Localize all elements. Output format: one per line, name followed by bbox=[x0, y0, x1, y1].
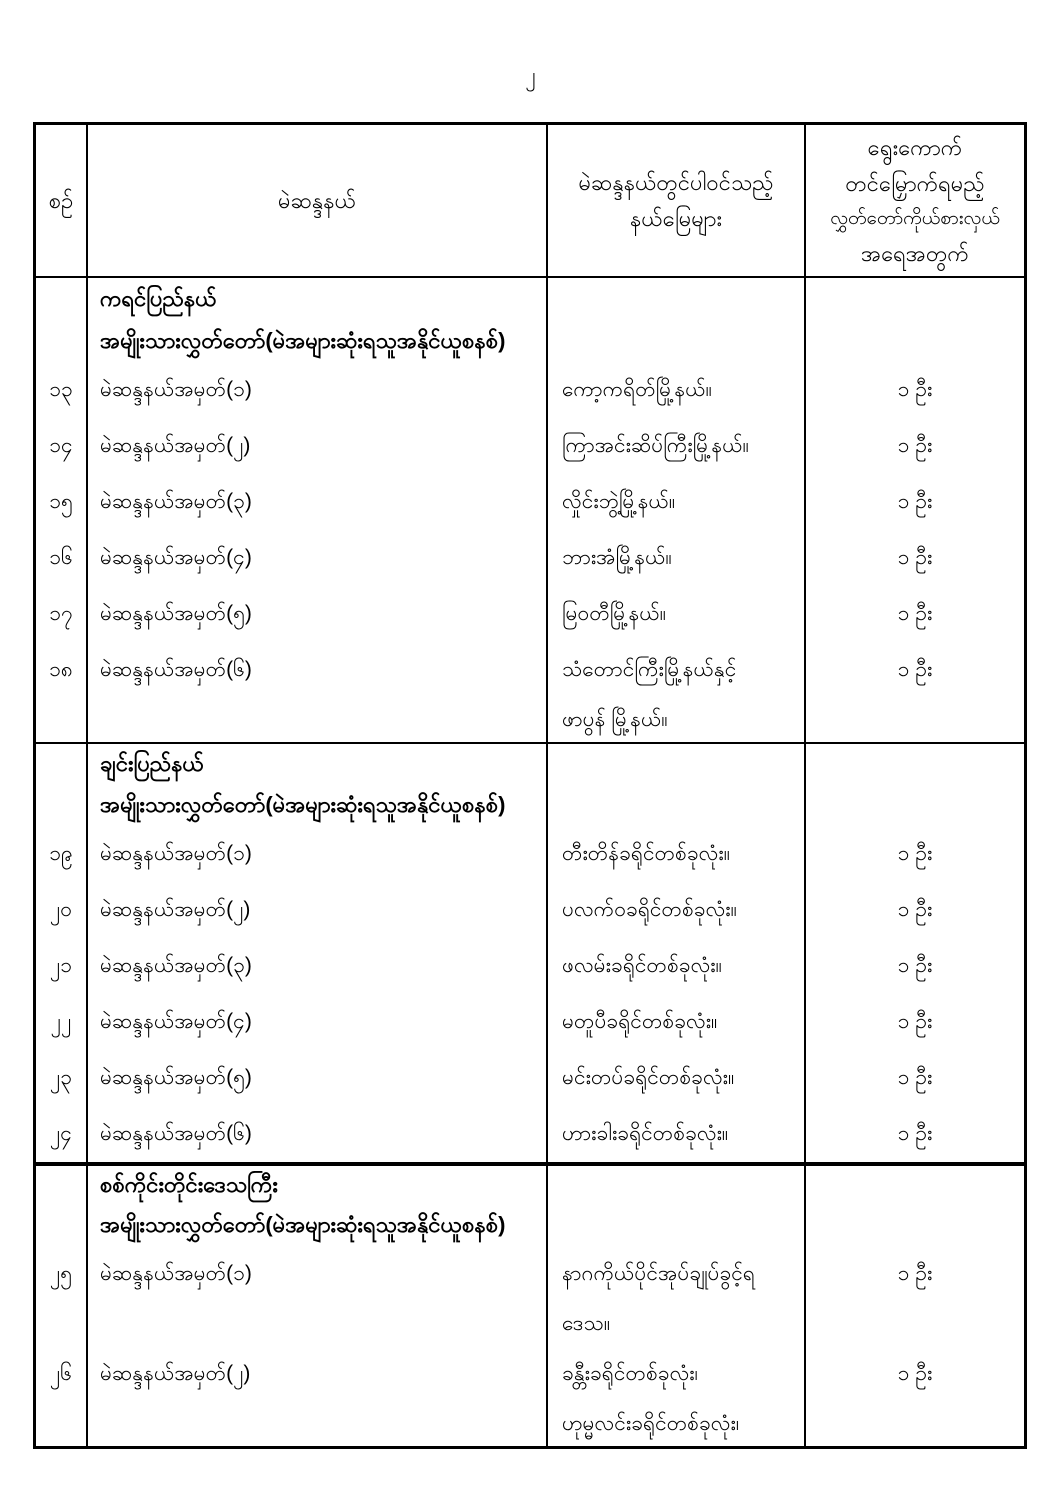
row-spacer-cell bbox=[36, 1302, 88, 1346]
constituency-cell: မဲဆန္ဒနယ်အမှတ်(၆) bbox=[88, 1106, 548, 1162]
header-col-constituency-label: မဲဆန္ဒနယ် bbox=[278, 187, 356, 213]
section-subtitle-spacer bbox=[548, 784, 806, 826]
area-cell: မင်းတပ်ခရိုင်တစ်ခုလုံး။ bbox=[548, 1050, 806, 1106]
row-number-cell: ၂၁ bbox=[36, 938, 88, 994]
row-number-cell: ၂၄ bbox=[36, 1106, 88, 1162]
row-number-cell: ၁၆ bbox=[36, 530, 88, 586]
row-spacer-cell bbox=[88, 1402, 548, 1446]
section-title-spacer bbox=[806, 742, 1024, 784]
section-title-spacer bbox=[806, 278, 1024, 320]
representatives-cell: ၁ ဦး bbox=[897, 897, 933, 921]
section-title: ချင်းပြည်နယ် bbox=[88, 742, 548, 784]
section-subtitle-spacer bbox=[36, 784, 88, 826]
section-title-spacer bbox=[806, 1162, 1024, 1204]
area-cell: ဖလမ်းခရိုင်တစ်ခုလုံး။ bbox=[548, 938, 806, 994]
constituency-cell: မဲဆန္ဒနယ်အမှတ်(၄) bbox=[88, 530, 548, 586]
constituency-cell: မဲဆန္ဒနယ်အမှတ်(၄) bbox=[88, 994, 548, 1050]
area-cell: သံတောင်ကြီးမြို့နယ်နှင့် bbox=[548, 642, 806, 698]
area-cell: ပလက်ဝခရိုင်တစ်ခုလုံး။ bbox=[548, 882, 806, 938]
representatives-cell: ၁ ဦး bbox=[897, 1261, 933, 1285]
area-cell: မတူပီခရိုင်တစ်ခုလုံး။ bbox=[548, 994, 806, 1050]
constituency-cell: မဲဆန္ဒနယ်အမှတ်(၂) bbox=[88, 1346, 548, 1402]
header-col-representatives-line: အရေအတွက် bbox=[861, 240, 969, 266]
section-subtitle-spacer bbox=[806, 320, 1024, 362]
row-spacer-cell bbox=[88, 698, 548, 742]
row-number-cell: ၁၉ bbox=[36, 826, 88, 882]
section-subtitle-spacer bbox=[36, 1204, 88, 1246]
area-cell: ခန္တီးခရိုင်တစ်ခုလုံး၊ bbox=[548, 1346, 806, 1402]
constituency-table bbox=[33, 122, 1027, 1449]
row-number-cell: ၂၃ bbox=[36, 1050, 88, 1106]
area-cell: ကော့ကရိတ်မြို့နယ်။ bbox=[548, 362, 806, 418]
representatives-cell: ၁ ဦး bbox=[897, 433, 933, 457]
representatives-cell: ၁ ဦး bbox=[897, 841, 933, 865]
constituency-cell: မဲဆန္ဒနယ်အမှတ်(၃) bbox=[88, 474, 548, 530]
constituency-cell: မဲဆန္ဒနယ်အမှတ်(၂) bbox=[88, 882, 548, 938]
header-col-serial-label: စဉ် bbox=[48, 187, 74, 213]
header-col-constituency bbox=[88, 125, 548, 278]
representatives-cell: ၁ ဦး bbox=[897, 489, 933, 513]
header-col-representatives-line: တင်မြှောက်ရမည့် bbox=[845, 170, 985, 196]
constituency-cell: မဲဆန္ဒနယ်အမှတ်(၅) bbox=[88, 586, 548, 642]
section-subtitle-spacer bbox=[548, 1204, 806, 1246]
constituency-cell: မဲဆန္ဒနယ်အမှတ်(၆) bbox=[88, 642, 548, 698]
row-spacer-cell bbox=[36, 1402, 88, 1446]
representatives-cell: ၁ ဦး bbox=[897, 1361, 933, 1385]
header-col-areas-line: မဲဆန္ဒနယ်တွင်ပါဝင်သည့် bbox=[578, 169, 774, 195]
header-col-serial bbox=[36, 125, 88, 278]
constituency-cell: မဲဆန္ဒနယ်အမှတ်(၁) bbox=[88, 1246, 548, 1302]
section-subtitle-spacer bbox=[806, 1204, 1024, 1246]
row-number-cell: ၁၅ bbox=[36, 474, 88, 530]
row-number-cell: ၂၆ bbox=[36, 1346, 88, 1402]
area-cell: ဟုမ္မလင်းခရိုင်တစ်ခုလုံး၊ bbox=[548, 1402, 806, 1446]
section-title: ကရင်ပြည်နယ် bbox=[88, 278, 548, 320]
section-title-spacer bbox=[36, 1162, 88, 1204]
section-subtitle-spacer bbox=[806, 784, 1024, 826]
section-subtitle: အမျိုးသားလွှတ်တော်(မဲအများဆုံးရသူအနိုင်ယူစနစ်) bbox=[88, 784, 548, 826]
section-title-spacer bbox=[548, 278, 806, 320]
section-title-spacer bbox=[36, 278, 88, 320]
constituency-cell: မဲဆန္ဒနယ်အမှတ်(၁) bbox=[88, 362, 548, 418]
area-cell: မြဝတီမြို့နယ်။ bbox=[548, 586, 806, 642]
page-number: ၂ bbox=[525, 64, 536, 87]
row-spacer-cell bbox=[806, 1302, 1024, 1346]
representatives-cell: ၁ ဦး bbox=[897, 545, 933, 569]
row-spacer-cell bbox=[806, 698, 1024, 742]
constituency-cell: မဲဆန္ဒနယ်အမှတ်(၂) bbox=[88, 418, 548, 474]
header-col-representatives bbox=[806, 125, 1024, 278]
representatives-cell: ၁ ဦး bbox=[897, 1065, 933, 1089]
row-number-cell: ၂၂ bbox=[36, 994, 88, 1050]
representatives-cell: ၁ ဦး bbox=[897, 953, 933, 977]
row-spacer-cell bbox=[36, 698, 88, 742]
representatives-cell: ၁ ဦး bbox=[897, 1009, 933, 1033]
area-cell: ဟားခါးခရိုင်တစ်ခုလုံး။ bbox=[548, 1106, 806, 1162]
header-col-representatives-line: လွှတ်တော်ကိုယ်စားလှယ် bbox=[830, 207, 1000, 229]
area-cell: လှိုင်းဘွဲ့မြို့နယ်။ bbox=[548, 474, 806, 530]
header-col-areas-line: နယ်မြေများ bbox=[629, 205, 723, 231]
row-number-cell: ၁၇ bbox=[36, 586, 88, 642]
section-title-spacer bbox=[36, 742, 88, 784]
representatives-cell: ၁ ဦး bbox=[897, 377, 933, 401]
row-number-cell: ၂၅ bbox=[36, 1246, 88, 1302]
representatives-cell: ၁ ဦး bbox=[897, 657, 933, 681]
area-cell: ဖာပွန် မြို့နယ်။ bbox=[548, 698, 806, 742]
row-spacer-cell bbox=[88, 1302, 548, 1346]
section-subtitle-spacer bbox=[548, 320, 806, 362]
section-subtitle: အမျိုးသားလွှတ်တော်(မဲအများဆုံးရသူအနိုင်ယူစနစ်) bbox=[88, 1204, 548, 1246]
area-cell: ဘားအံမြို့နယ်။ bbox=[548, 530, 806, 586]
representatives-cell: ၁ ဦး bbox=[897, 1121, 933, 1145]
area-cell: ကြာအင်းဆိပ်ကြီးမြို့နယ်။ bbox=[548, 418, 806, 474]
row-number-cell: ၂၀ bbox=[36, 882, 88, 938]
section-subtitle-spacer bbox=[36, 320, 88, 362]
row-number-cell: ၁၈ bbox=[36, 642, 88, 698]
header-col-representatives-line: ရွေးကောက် bbox=[867, 134, 963, 160]
section-title-spacer bbox=[548, 742, 806, 784]
row-spacer-cell bbox=[806, 1402, 1024, 1446]
row-number-cell: ၁၄ bbox=[36, 418, 88, 474]
header-col-areas bbox=[548, 125, 806, 278]
section-title-spacer bbox=[548, 1162, 806, 1204]
constituency-cell: မဲဆန္ဒနယ်အမှတ်(၃) bbox=[88, 938, 548, 994]
section-title: စစ်ကိုင်းတိုင်းဒေသကြီး bbox=[88, 1162, 548, 1204]
representatives-cell: ၁ ဦး bbox=[897, 601, 933, 625]
area-cell: ဒေသ။ bbox=[548, 1302, 806, 1346]
row-number-cell: ၁၃ bbox=[36, 362, 88, 418]
constituency-cell: မဲဆန္ဒနယ်အမှတ်(၅) bbox=[88, 1050, 548, 1106]
area-cell: တီးတိန်ခရိုင်တစ်ခုလုံး။ bbox=[548, 826, 806, 882]
constituency-cell: မဲဆန္ဒနယ်အမှတ်(၁) bbox=[88, 826, 548, 882]
area-cell: နာဂကိုယ်ပိုင်အုပ်ချုပ်ခွင့်ရ bbox=[548, 1246, 806, 1302]
section-subtitle: အမျိုးသားလွှတ်တော်(မဲအများဆုံးရသူအနိုင်ယူစနစ်) bbox=[88, 320, 548, 362]
